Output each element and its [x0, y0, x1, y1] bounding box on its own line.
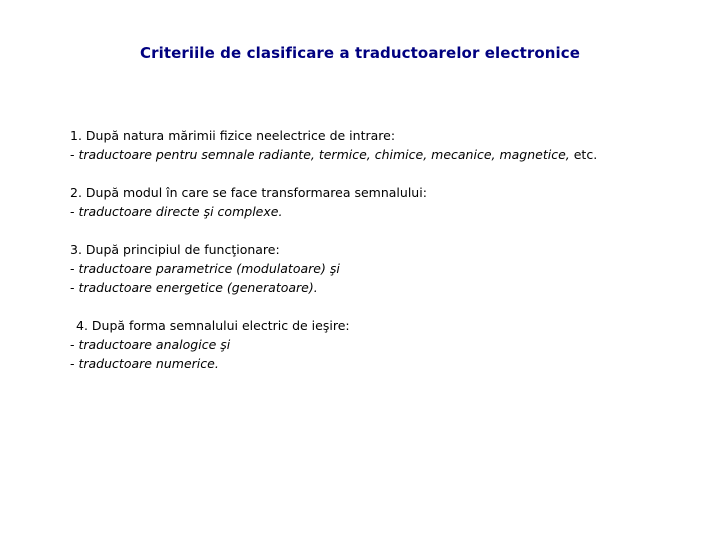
criteria-list [70, 126, 710, 392]
item-text: traductoare analogice şi [78, 337, 231, 352]
criterion-2 [70, 183, 710, 221]
item-dash: - [70, 261, 79, 276]
criterion-item [70, 259, 710, 278]
item-dash: - [70, 337, 79, 352]
item-text: traductoare directe şi complexe. [78, 204, 283, 219]
item-tail: etc. [569, 147, 598, 162]
item-dash: - [70, 356, 79, 371]
criterion-item [70, 335, 710, 354]
criterion-4 [70, 316, 710, 373]
criterion-heading: 3. După principiul de funcţionare: [70, 242, 280, 257]
criterion-heading: 2. După modul în care se face transformarea semnalului: [70, 185, 427, 200]
criterion-item [70, 145, 710, 164]
item-text: traductoare numerice. [78, 356, 219, 371]
slide-title: Criteriile de clasificare a traductoarelor electronice [139, 44, 581, 62]
item-text: traductoare energetice (generatoare). [78, 280, 318, 295]
criterion-item [70, 278, 710, 297]
criterion-heading: 1. După natura mărimii fizice neelectrice de intrare: [70, 128, 396, 143]
item-dash: - [70, 280, 79, 295]
item-text: traductoare parametrice (modulatoare) şi [78, 261, 340, 276]
item-dash: - [70, 147, 79, 162]
criterion-3 [70, 240, 710, 297]
criterion-item [70, 202, 710, 221]
criterion-1 [70, 126, 710, 164]
item-dash: - [70, 204, 79, 219]
criterion-heading: 4. După forma semnalului electric de ieşire: [76, 318, 350, 333]
criterion-item [70, 354, 710, 373]
item-text: traductoare pentru semnale radiante, termice, chimice, mecanice, magnetice, [78, 147, 570, 162]
